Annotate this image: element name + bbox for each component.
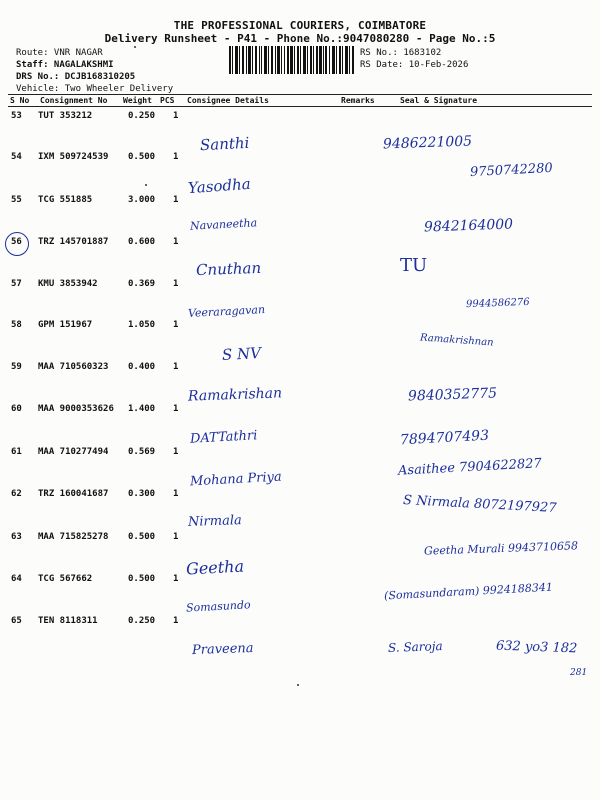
row-sno: 62 <box>11 489 22 499</box>
handwritten-name: Geetha <box>185 556 245 579</box>
row-consignment: KMU 3853942 <box>38 279 98 289</box>
drs-label: DRS No.: DCJB168310205 <box>16 72 136 82</box>
row-consignment: TCG 551885 <box>38 195 93 205</box>
row-sno: 56 <box>11 237 22 247</box>
row-weight: 0.600 <box>128 237 156 247</box>
row-sno: 59 <box>11 362 22 372</box>
row-pcs: 1 <box>173 362 179 372</box>
row-consignment: MAA 710560323 <box>38 362 109 372</box>
row-sno: 55 <box>11 195 22 205</box>
col-weight: Weight <box>123 96 152 105</box>
runsheet-subtitle: Delivery Runsheet - P41 - Phone No.:9047080280 - Page No.:5 <box>104 32 496 45</box>
stray-mark <box>134 46 136 48</box>
handwritten-signature: 7894707493 <box>399 427 490 449</box>
table-row <box>0 398 600 442</box>
handwritten-signature: 632 yo3 182 <box>495 638 578 657</box>
vehicle-label: Vehicle: Two Wheeler Delivery <box>16 84 174 94</box>
handwritten-name: Navaneetha <box>189 216 258 233</box>
row-consignment: MAA 9000353626 <box>38 404 114 414</box>
handwritten-signature: 9486221005 <box>382 133 473 153</box>
handwritten-signature: 9842164000 <box>423 216 514 236</box>
row-sno: 60 <box>11 404 22 414</box>
row-consignment: TEN 8118311 <box>38 616 98 626</box>
row-pcs: 1 <box>173 574 179 584</box>
handwritten-name: DATTathri <box>189 428 258 447</box>
col-pcs: PCS <box>160 96 175 105</box>
row-pcs: 1 <box>173 447 179 457</box>
row-sno: 61 <box>11 447 22 457</box>
row-weight: 3.000 <box>128 195 156 205</box>
row-consignment: TUT 353212 <box>38 111 93 121</box>
company-title: THE PROFESSIONAL COURIERS, COIMBATORE <box>173 19 427 32</box>
staff-label: Staff: NAGALAKSHMI <box>16 60 114 70</box>
row-weight: 0.250 <box>128 616 156 626</box>
handwritten-name: Ramakrishan <box>187 385 283 405</box>
handwritten-name: Yasodha <box>187 174 252 198</box>
table-row <box>0 356 600 400</box>
handwritten-signature: Ramakrishnan <box>419 332 494 349</box>
handwritten-signature: Asaithee 7904622827 <box>397 456 543 479</box>
row-consignment: MAA 715825278 <box>38 532 109 542</box>
row-sno: 65 <box>11 616 22 626</box>
row-consignment: TRZ 160041687 <box>38 489 109 499</box>
table-row <box>0 231 600 275</box>
table-row <box>0 314 600 358</box>
col-seal-signature: Seal & Signature <box>400 96 478 105</box>
barcode <box>229 46 354 74</box>
col-sno: S No <box>10 96 30 105</box>
row-consignment: GPM 151967 <box>38 320 93 330</box>
row-sno: 64 <box>11 574 22 584</box>
handwritten-signature: S Nirmala 8072197927 <box>402 492 557 517</box>
handwritten-name: Nirmala <box>187 513 242 530</box>
col-consignment: Consignment No <box>40 96 108 105</box>
row-consignment: TRZ 145701887 <box>38 237 109 247</box>
table-row <box>0 273 600 317</box>
stray-mark <box>297 684 299 686</box>
rs-date: RS Date: 10-Feb-2026 <box>360 60 469 70</box>
handwritten-signature: Geetha Murali 9943710658 <box>423 539 579 558</box>
row-pcs: 1 <box>173 237 179 247</box>
handwritten-signature: S. Saroja <box>387 639 443 655</box>
table-row <box>0 105 600 149</box>
row-weight: 0.369 <box>128 279 156 289</box>
handwritten-signature: 9944586276 <box>465 296 530 311</box>
header-top-rule <box>8 94 592 95</box>
row-pcs: 1 <box>173 489 179 499</box>
row-weight: 1.400 <box>128 404 156 414</box>
handwritten-name: Somasundo <box>185 598 251 615</box>
handwritten-signature: TU <box>400 255 428 276</box>
ink-circle-mark <box>5 232 29 256</box>
row-pcs: 1 <box>173 279 179 289</box>
col-consignee: Consignee Details <box>187 96 269 105</box>
handwritten-signature: (Somasundaram) 9924188341 <box>383 580 554 603</box>
handwritten-signature: 9840352775 <box>407 385 498 405</box>
row-weight: 0.500 <box>128 532 156 542</box>
handwritten-signature: 9750742280 <box>469 160 554 181</box>
row-weight: 0.500 <box>128 574 156 584</box>
row-weight: 1.050 <box>128 320 156 330</box>
row-sno: 57 <box>11 279 22 289</box>
row-consignment: MAA 710277494 <box>38 447 109 457</box>
row-pcs: 1 <box>173 404 179 414</box>
col-remarks: Remarks <box>341 96 375 105</box>
row-weight: 0.500 <box>128 152 156 162</box>
row-consignment: TCG 567662 <box>38 574 93 584</box>
handwritten-name: Cnuthan <box>195 258 262 280</box>
route-label: Route: VNR NAGAR <box>16 48 103 58</box>
row-consignment: IXM 509724539 <box>38 152 109 162</box>
row-sno: 54 <box>11 152 22 162</box>
row-pcs: 1 <box>173 320 179 330</box>
handwritten-name: S NV <box>221 343 262 365</box>
handwritten-signature: 281 <box>570 668 588 678</box>
row-weight: 0.400 <box>128 362 156 372</box>
row-pcs: 1 <box>173 111 179 121</box>
stray-mark <box>145 184 147 186</box>
row-weight: 0.300 <box>128 489 156 499</box>
handwritten-name: Santhi <box>199 133 250 155</box>
row-pcs: 1 <box>173 152 179 162</box>
row-weight: 0.250 <box>128 111 156 121</box>
row-sno: 58 <box>11 320 22 330</box>
row-pcs: 1 <box>173 616 179 626</box>
row-pcs: 1 <box>173 532 179 542</box>
handwritten-name: Praveena <box>191 640 254 659</box>
row-pcs: 1 <box>173 195 179 205</box>
handwritten-name: Mohana Priya <box>189 469 283 490</box>
rs-number: RS No.: 1683102 <box>360 48 442 58</box>
row-sno: 63 <box>11 532 22 542</box>
handwritten-name: Veeraragavan <box>187 302 266 321</box>
row-sno: 53 <box>11 111 22 121</box>
row-weight: 0.569 <box>128 447 156 457</box>
